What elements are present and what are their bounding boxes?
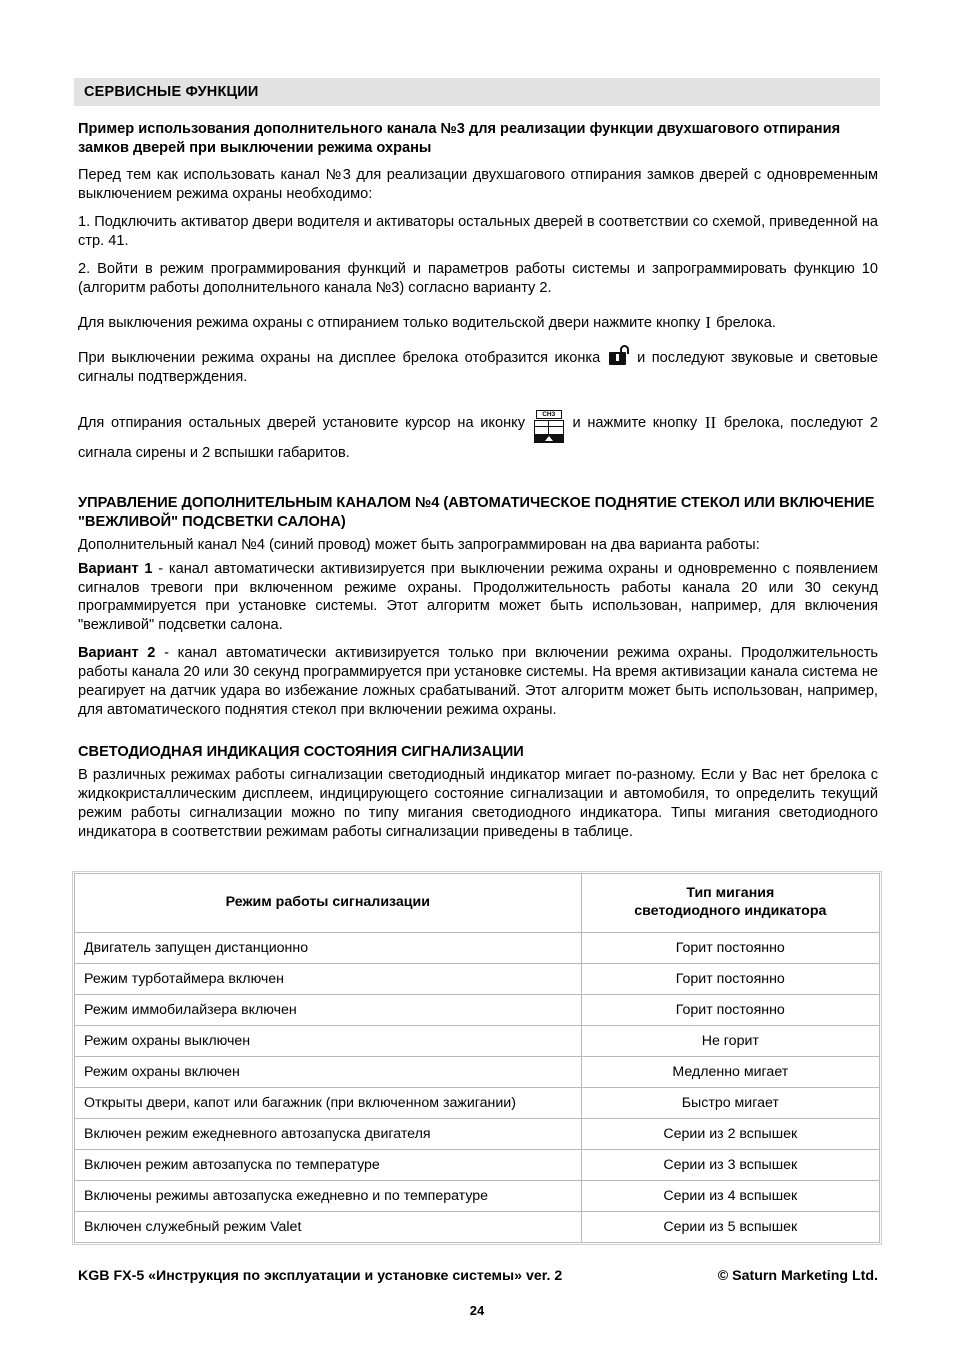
- spacer: [78, 106, 880, 120]
- spacer: [78, 396, 880, 410]
- display-text-a: При выключении режима охраны на дисплее брелока отобразится иконка: [78, 349, 601, 366]
- table-cell-blink: Не горит: [581, 1025, 879, 1056]
- disarm-driver-door-paragraph: [78, 314, 878, 333]
- footer-right-text: © Saturn Marketing Ltd.: [717, 1268, 878, 1284]
- table-header-row: [75, 874, 880, 933]
- footer-left-text: KGB FX-5 «Инструкция по эксплуатации и установке системы» ver. 2: [78, 1268, 563, 1284]
- ch3-step-1: 1. Подключить активатор двери водителя и активаторы остальных дверей в соответствии со схемой, приведенной на стр. 41.: [78, 213, 878, 249]
- table-cell-mode: Режим турботаймера включен: [75, 963, 582, 994]
- cursor-text-c: брелока, последуют 2 сигнала сирены и 2 вспышки габаритов.: [78, 414, 878, 461]
- table-row: [75, 1025, 880, 1056]
- led-intro-paragraph: В различных режимах работы сигнализации светодиодный индикатор мигает по-разному. Если у Вас нет брелока с жидкокристаллическим дисплеем, индицирующего состояние сигнализации и автомобиля, то определить текущий режим работы сигнализации можно по типу мигания светодиодного индикатора. Типы мигания светодиодного индикатора в соответствии режимам работы сигнализации приведены в таблице.: [78, 767, 878, 841]
- spacer: [78, 307, 880, 314]
- table-header-mode: Режим работы сигнализации: [75, 874, 582, 933]
- table-cell-mode: Включен режим ежедневного автозапуска двигателя: [75, 1118, 582, 1149]
- ch4-intro-paragraph: Дополнительный канал №4 (синий провод) может быть запрограммирован на два варианта работы:: [78, 536, 760, 553]
- table-cell-mode: Включены режимы автозапуска ежедневно и по температуре: [75, 1180, 582, 1211]
- cursor-text-b: и нажмите кнопку: [572, 414, 698, 431]
- table-row: [75, 1149, 880, 1180]
- table-row: [75, 1087, 880, 1118]
- table-cell-blink: Горит постоянно: [581, 932, 879, 963]
- spacer: [78, 729, 880, 743]
- spacer: [78, 472, 880, 494]
- variant-2-text: - канал автоматически активизируется только при включении режима охраны. Продолжительность работы канала 20 или 30 секунд программируется при установке системы. На время активизации канала система не реагирует на датчик удара во избежание ложных срабатываний. Этот алгоритм может быть использован, например, для автоматического поднятия стекол при включении режима охраны.: [78, 645, 878, 719]
- spacer: [78, 851, 880, 865]
- table-body: [75, 932, 880, 1242]
- table-header-blink-line2: светодиодного индикатора: [634, 902, 827, 919]
- spacer: [78, 342, 880, 349]
- button-two-roman: II: [704, 412, 717, 432]
- table-header-blink: [581, 874, 879, 933]
- ch4-heading: УПРАВЛЕНИЕ ДОПОЛНИТЕЛЬНЫМ КАНАЛОМ №4 (АВТОМАТИЧЕСКОЕ ПОДНЯТИЕ СТЕКОЛ ИЛИ ВКЛЮЧЕНИЕ "ВЕЖЛИВОЙ" ПОДСВЕТКИ САЛОНА): [78, 494, 875, 530]
- unlock-padlock-icon: [609, 350, 629, 365]
- ch3-intro-paragraph: Перед тем как использовать канал №3 для реализации двухшагового отпирания замков дверей с одновременным выключением режима охраны необходимо:: [78, 166, 878, 202]
- ch3-icon-grid: [534, 420, 564, 435]
- section-header-title: СЕРВИСНЫЕ ФУНКЦИИ: [84, 84, 259, 100]
- table-cell-blink: Серии из 5 вспышек: [581, 1211, 879, 1242]
- page-number: 24: [469, 1303, 485, 1318]
- table-row: [75, 1118, 880, 1149]
- ch3-window-icon: [534, 410, 564, 444]
- table-cell-mode: Открыты двери, капот или багажник (при включенном зажигании): [75, 1087, 582, 1118]
- padlock-keyhole: [616, 354, 619, 361]
- table-cell-mode: Включен режим автозапуска по температуре: [75, 1149, 582, 1180]
- table-head: [75, 874, 880, 933]
- ch3-icon-arrow: [545, 436, 553, 441]
- table-cell-blink: Горит постоянно: [581, 994, 879, 1025]
- table-cell-mode: Режим охраны включен: [75, 1056, 582, 1087]
- variant-1-paragraph: [78, 560, 878, 636]
- table-row: [75, 932, 880, 963]
- table-cell-mode: Режим иммобилайзера включен: [75, 994, 582, 1025]
- table-cell-blink: Серии из 4 вспышек: [581, 1180, 879, 1211]
- display-text-b: и последуют звуковые и световые сигналы подтверждения.: [78, 349, 879, 385]
- table-row: [75, 1056, 880, 1087]
- table-row: [75, 1180, 880, 1211]
- table-row: [75, 1211, 880, 1242]
- variant-1-label: Вариант 1: [78, 560, 153, 577]
- page-footer: [78, 1268, 878, 1284]
- table-cell-blink: Горит постоянно: [581, 963, 879, 994]
- variant-2-paragraph: [78, 644, 878, 720]
- table-cell-mode: Режим охраны выключен: [75, 1025, 582, 1056]
- led-indication-heading: СВЕТОДИОДНАЯ ИНДИКАЦИЯ СОСТОЯНИЯ СИГНАЛИЗАЦИИ: [78, 744, 524, 761]
- variant-2-label: Вариант 2: [78, 645, 156, 662]
- cursor-ch3-paragraph: [78, 410, 878, 463]
- table-cell-blink: Серии из 2 вспышек: [581, 1118, 879, 1149]
- table-cell-mode: Включен служебный режим Valet: [75, 1211, 582, 1242]
- table-cell-blink: Серии из 3 вспышек: [581, 1149, 879, 1180]
- table-cell-blink: Быстро мигает: [581, 1087, 879, 1118]
- disarm-text-b: брелока.: [716, 314, 776, 331]
- ch3-icon-label: CH3: [536, 410, 562, 419]
- ch3-step-2: 2. Войти в режим программирования функций и параметров работы системы и запрограммировать функцию 10 (алгоритм работы дополнительного канала №3) согласно варианту 2.: [78, 260, 878, 296]
- variant-1-text: - канал автоматически активизируется при выключении режима охраны и одновременно с появлением сигналов тревоги при включенном режиме охраны. Продолжительность работы канала 20 или 30 секунд программируется при установке системы. Этот алгоритм может быть использован, например, для включения "вежливой" подсветки салона.: [78, 560, 878, 634]
- table-header-blink-line1: Тип мигания: [686, 885, 775, 902]
- display-icon-paragraph: [78, 349, 878, 387]
- led-indication-table: [74, 873, 880, 1243]
- table-row: [75, 963, 880, 994]
- table-cell-mode: Двигатель запущен дистанционно: [75, 932, 582, 963]
- button-one-roman: I: [705, 312, 712, 332]
- table-row: [75, 994, 880, 1025]
- table-cell-blink: Медленно мигает: [581, 1056, 879, 1087]
- cursor-text-a: Для отпирания остальных дверей установите курсор на иконку: [78, 414, 526, 431]
- ch3-heading: Пример использования дополнительного канала №3 для реализации функции двухшагового отпирания замков дверей при выключении режима охраны: [78, 121, 841, 156]
- section-header-bar: [74, 78, 880, 106]
- disarm-text-a: Для выключения режима охраны с отпиранием только водительской двери нажмите кнопку: [78, 314, 701, 331]
